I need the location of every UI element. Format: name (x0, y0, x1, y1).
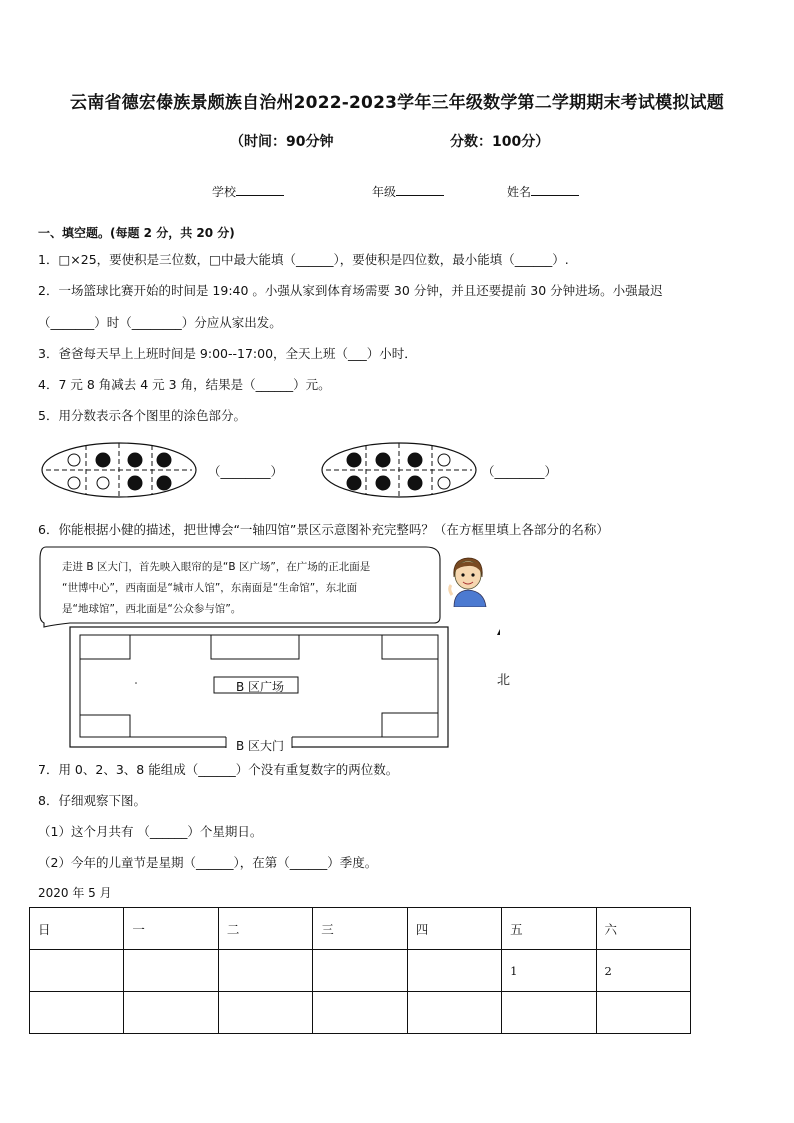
ellipse-figure-1 (42, 443, 196, 497)
question-3: 3．爸爸每天早上上班时间是 9:00--17:00，全天上班（___）小时． (38, 346, 417, 361)
ellipse-figure-2 (322, 443, 476, 497)
empty-dot (97, 477, 109, 489)
empty-dot (438, 454, 450, 466)
question-1: 1．□×25，要使积是三位数，□中最大能填（______），要使积是四位数，最小能填（______）. (38, 252, 569, 267)
calendar-cell (313, 950, 407, 992)
speech-line-2: “世博中心”，西南面是“城市人馆”，东南面是“生命馆”，东北面 (62, 582, 358, 594)
calendar-cell (218, 950, 312, 992)
speech-text (62, 557, 370, 620)
calendar-cell: 2 (596, 950, 690, 992)
calendar-header-sun: 日 (30, 908, 124, 950)
filled-dot (157, 476, 171, 490)
question-7: 7．用 0、2、3、8 能组成（______）个没有重复数字的两位数。 (38, 762, 399, 777)
filled-dot (347, 453, 361, 467)
name-label: 姓名 (507, 185, 532, 199)
calendar-row (30, 992, 691, 1034)
calendar-cell (596, 992, 690, 1034)
question-2-line1: 2．一场篮球比赛开始的时间是 19:40 。小强从家到体育场需要 30 分钟，并且还要提前 30 分钟进场。小强最迟 (38, 283, 663, 298)
calendar-cell (124, 950, 218, 992)
exam-time: （时间：90分钟 (230, 134, 334, 150)
question-8-2: （2）今年的儿童节是星期（______），在第（______）季度。 (38, 855, 378, 870)
box-north (211, 635, 299, 659)
calendar-row (30, 950, 691, 992)
grade-label: 年级 (372, 185, 397, 199)
answer-blank-2[interactable]: （________） (482, 464, 558, 479)
calendar-header-sat: 六 (596, 908, 690, 950)
plaza-label: B 区广场 (236, 680, 285, 694)
question-2-line2: （_______）时（________）分应从家出发。 (38, 315, 282, 330)
school-field[interactable] (212, 183, 284, 200)
section-heading: 一、填空题。(每题 2 分，共 20 分) (38, 226, 235, 240)
north-arrow-head (497, 627, 500, 635)
box-southeast (382, 713, 438, 737)
empty-dot (68, 454, 80, 466)
calendar-cell (407, 992, 501, 1034)
empty-dot (438, 477, 450, 489)
calendar-cell (502, 992, 596, 1034)
question-5: 5．用分数表示各个图里的涂色部分。 (38, 408, 246, 423)
page-title: 云南省德宏傣族景颇族自治州2022-2023学年三年级数学第二学期期末考试模拟试题 (70, 93, 724, 113)
calendar-caption: 2020 年 5 月 (38, 886, 112, 900)
filled-dot (128, 476, 142, 490)
calendar-header-fri: 五 (502, 908, 596, 950)
calendar-cell (30, 992, 124, 1034)
north-label: 北 (497, 673, 511, 688)
filled-dot (347, 476, 361, 490)
calendar-cell: 1 (502, 950, 596, 992)
speech-line-3: 是“地球馆”，西北面是“公众参与馆”。 (62, 603, 242, 615)
box-northwest (80, 635, 130, 659)
calendar-cell (124, 992, 218, 1034)
calendar-cell (407, 950, 501, 992)
school-label: 学校 (212, 185, 237, 199)
calendar-cell (313, 992, 407, 1034)
empty-dot (68, 477, 80, 489)
grade-field[interactable] (372, 183, 444, 200)
calendar-header-wed: 三 (313, 908, 407, 950)
calendar-header-mon: 一 (124, 908, 218, 950)
calendar-header-tue: 二 (218, 908, 312, 950)
answer-blank-1[interactable]: （________） (208, 464, 284, 479)
filled-dot (157, 453, 171, 467)
filled-dot (96, 453, 110, 467)
calendar-cell (30, 950, 124, 992)
filled-dot (376, 476, 390, 490)
calendar-header-row (30, 908, 691, 950)
calendar-table (29, 907, 691, 1034)
filled-dot (408, 453, 422, 467)
filled-dot (128, 453, 142, 467)
filled-dot (408, 476, 422, 490)
question-8-1: （1）这个月共有 （______）个星期日。 (38, 824, 263, 839)
name-field[interactable] (507, 183, 579, 200)
speech-line-1: 走进 B 区大门，首先映入眼帘的是“B 区广场”，在广场的正北面是 (62, 561, 371, 573)
gate-label: B 区大门 (236, 739, 285, 753)
question-6: 6．你能根据小健的描述，把世博会“一轴四馆”景区示意图补充完整吗？（在方框里填上各部分的名称） (38, 522, 609, 537)
calendar-header-thu: 四 (407, 908, 501, 950)
box-southwest (80, 715, 130, 737)
question-8: 8．仔细观察下图。 (38, 793, 146, 808)
exam-score: 分数：100分） (450, 134, 550, 150)
box-northeast (382, 635, 438, 659)
filled-dot (376, 453, 390, 467)
question-4: 4．7 元 8 角减去 4 元 3 角，结果是（______）元。 (38, 377, 331, 392)
boy-character-icon (448, 555, 490, 607)
calendar-cell (218, 992, 312, 1034)
